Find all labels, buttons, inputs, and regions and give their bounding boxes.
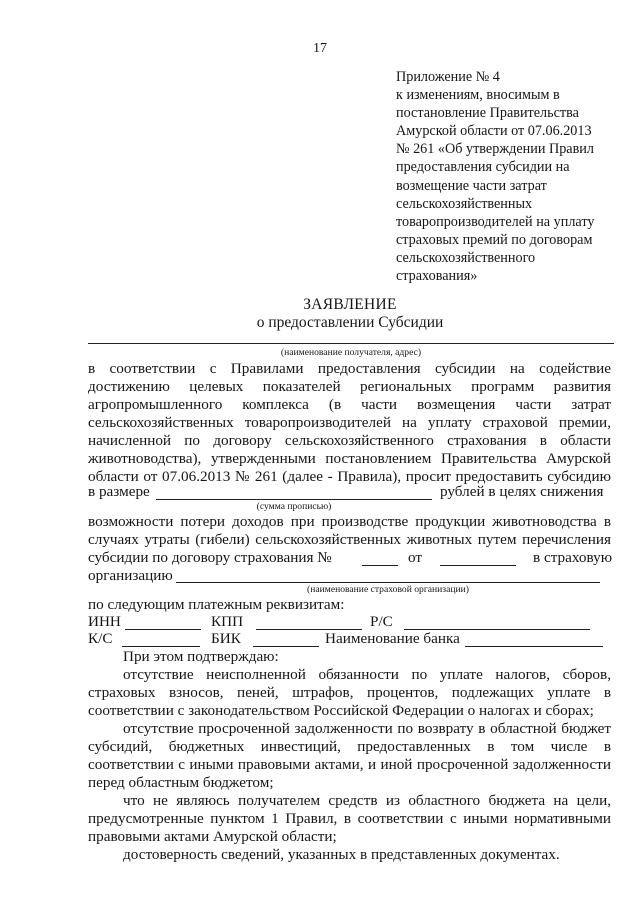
amount-label: в размере (88, 483, 150, 500)
paragraph-line: субсидий, бюджетных инвестиций, предоставленных в том числе в (88, 738, 611, 755)
appendix-block (396, 68, 632, 285)
organization-hint: (наименование страховой организации) (307, 584, 469, 595)
paragraph-line: соответствии с иными правовыми актами, и иной просроченной задолженности (88, 756, 611, 773)
main-paragraph (88, 360, 611, 486)
inn-label: ИНН (88, 613, 121, 630)
kpp-label: КПП (211, 613, 244, 630)
appendix-line: Амурской области от 07.06.2013 (396, 123, 592, 140)
paragraph-line: правовыми актами Амурской области; (88, 828, 337, 845)
paragraph-line: отсутствие неисполненной обязанности по уплате налогов, сборов, (123, 666, 611, 683)
bik-field-line[interactable] (253, 646, 319, 647)
paragraph-line: возможности потери доходов при производстве продукции животноводства в (88, 513, 611, 530)
confirmation-item (88, 720, 611, 792)
appendix-line: товаропроизводителей на уплату (396, 213, 595, 230)
document-subtitle: о предоставлении Субсидии (256, 314, 444, 331)
appendix-line: сельскохозяйственных (396, 195, 533, 212)
contract-suffix: в страховую (533, 549, 613, 566)
appendix-line: постановление Правительства (396, 105, 579, 122)
organization-label: организацию (88, 567, 173, 584)
appendix-line: сельскохозяйственного (396, 249, 536, 266)
appendix-line: страховых премий по договорам (396, 231, 593, 248)
paragraph-line: животноводства), утвержденными постановлением Правительства Амурской (88, 450, 611, 467)
page-number: 17 (313, 41, 327, 56)
amount-field-line[interactable] (156, 499, 432, 500)
paragraph-line: перед областным бюджетом; (88, 774, 274, 791)
contract-date-label: от (408, 549, 423, 566)
appendix-line: страхования» (396, 268, 478, 285)
ks-field-line[interactable] (122, 646, 200, 647)
contract-number-field-line[interactable] (362, 565, 398, 566)
purpose-paragraph (88, 513, 611, 549)
appendix-line: № 261 «Об утверждении Правил (396, 141, 594, 158)
confirmation-item: достоверность сведений, указанных в представленных документах. (123, 846, 560, 863)
paragraph-line: достижению целевых показателей региональных программ развития (88, 378, 611, 395)
confirmation-item (88, 666, 611, 720)
inn-field-line[interactable] (125, 629, 201, 630)
ks-label: К/С (88, 630, 113, 647)
recipient-hint: (наименование получателя, адрес) (280, 347, 422, 358)
paragraph-line: отсутствие просроченной задолженности по возврату в областной бюджет (123, 720, 611, 737)
paragraph-line: страховых взносов, пеней, штрафов, процентов, подлежащих уплате в (88, 684, 611, 701)
paragraph-line: сельскохозяйственных товаропроизводителей на уплату страховой премии, (88, 414, 611, 431)
contract-label: субсидии по договору страхования № (88, 549, 332, 566)
appendix-line: возмещение части затрат (396, 177, 547, 194)
amount-suffix: рублей в целях снижения (440, 483, 604, 500)
paragraph-line: области от 07.06.2013 № 261 (далее - Правила), просит предоставить субсидию (88, 468, 611, 485)
paragraph-line: агропромышленного комплекса (в части возмещения части затрат (88, 396, 611, 413)
bank-name-label: Наименование банка (325, 630, 460, 647)
paragraph-line: соответствии с законодательством Российской Федерации о налогах и сборах; (88, 702, 594, 719)
paragraph-line: в соответствии с Правилами предоставления субсидии на содействие (88, 360, 611, 377)
confirm-intro: При этом подтверждаю: (123, 648, 279, 665)
paragraph-line: случаях утраты (гибели) сельскохозяйственных животных путем перечисления (88, 531, 611, 548)
appendix-line: Приложение № 4 (396, 69, 500, 85)
requisites-intro: по следующим платежным реквизитам: (88, 596, 345, 613)
document-title: ЗАЯВЛЕНИЕ (303, 296, 397, 313)
paragraph-line: что не являюсь получателем средств из областного бюджета на цели, (123, 792, 611, 809)
organization-field-line[interactable] (176, 582, 600, 583)
bank-name-field-line[interactable] (465, 646, 603, 647)
bik-label: БИК (211, 630, 241, 647)
confirmation-item (88, 792, 611, 846)
rs-label: Р/С (370, 613, 393, 630)
recipient-field-line[interactable] (88, 343, 614, 344)
contract-date-field-line[interactable] (440, 565, 516, 566)
amount-hint: (сумма прописью) (256, 501, 332, 512)
paragraph-line: начисленной по договору сельскохозяйственного страхования в области (88, 432, 611, 449)
appendix-line: предоставления субсидии на (396, 159, 570, 176)
appendix-line: к изменениям, вносимым в (396, 87, 560, 104)
paragraph-line: предусмотренные пунктом 1 Правил, в соответствии с иными нормативными (88, 810, 611, 827)
